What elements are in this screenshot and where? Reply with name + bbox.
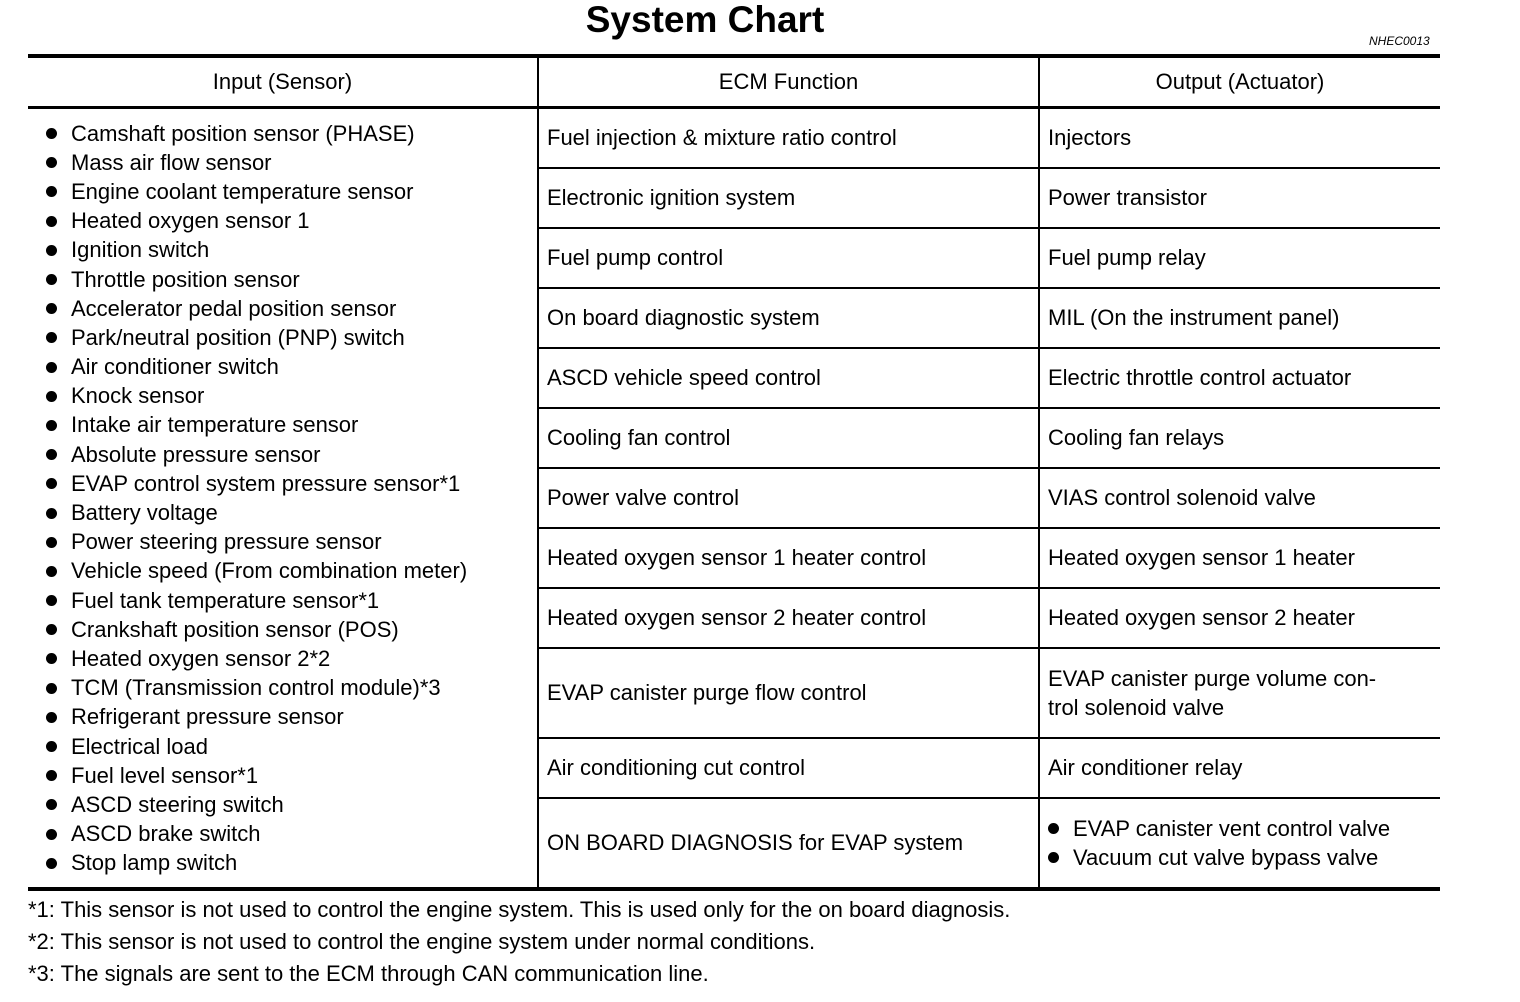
bullet-icon: [1048, 823, 1059, 834]
input-sensor-label: Throttle position sensor: [71, 266, 300, 292]
bullet-icon: [1048, 852, 1059, 863]
output-actuator-cell: [1038, 529, 1440, 587]
table-row: [537, 799, 1440, 887]
list-item: [46, 790, 537, 819]
list-item: [46, 557, 537, 586]
input-sensor-label: Intake air temperature sensor: [71, 412, 359, 438]
table-header-row: [28, 58, 1440, 109]
list-item: [46, 382, 537, 411]
system-chart-table: [28, 54, 1440, 891]
list-item: [46, 674, 537, 703]
table-row: [537, 589, 1440, 649]
ecm-function-cell: ON BOARD DIAGNOSIS for EVAP system: [537, 799, 1038, 887]
page-title: System Chart: [585, 0, 825, 40]
ecm-function-cell: Air conditioning cut control: [537, 739, 1038, 797]
output-actuator-label: Fuel pump relay: [1048, 245, 1206, 270]
bullet-icon: [46, 157, 57, 168]
bullet-icon: [46, 303, 57, 314]
output-actuator-cell: [1038, 469, 1440, 527]
input-sensor-list: [28, 109, 537, 887]
bullet-icon: [46, 653, 57, 664]
input-sensor-label: Fuel level sensor*1: [71, 762, 259, 788]
footnote: *2: This sensor is not used to control the engine system under normal conditions.: [28, 929, 816, 954]
ecm-function-cell: Fuel injection & mixture ratio control: [537, 109, 1038, 167]
bullet-icon: [46, 478, 57, 489]
bullet-icon: [46, 391, 57, 402]
input-sensor-label: Park/neutral position (PNP) switch: [71, 324, 405, 350]
bullet-icon: [46, 128, 57, 139]
output-actuator-label: EVAP canister vent control valve: [1073, 815, 1391, 841]
table-row: [537, 469, 1440, 529]
bullet-icon: [46, 624, 57, 635]
input-sensor-label: Vehicle speed (From combination meter): [71, 558, 468, 584]
bullet-icon: [46, 683, 57, 694]
list-item: [46, 411, 537, 440]
bullet-icon: [46, 829, 57, 840]
bullet-icon: [46, 420, 57, 431]
ecm-function-cell: Fuel pump control: [537, 229, 1038, 287]
input-sensor-label: ASCD brake switch: [71, 821, 261, 847]
input-sensor-label: Power steering pressure sensor: [71, 529, 382, 555]
bullet-icon: [46, 186, 57, 197]
output-actuator-cell: [1038, 109, 1440, 167]
input-sensor-label: Fuel tank temperature sensor*1: [71, 587, 380, 613]
output-actuator-multiline: [1048, 664, 1376, 722]
bullet-icon: [46, 332, 57, 343]
input-sensor-label: Engine coolant temperature sensor: [71, 178, 414, 204]
input-sensor-label: TCM (Transmission control module)*3: [71, 675, 441, 701]
bullet-icon: [46, 712, 57, 723]
table-row: [537, 349, 1440, 409]
output-actuator-cell: [1038, 349, 1440, 407]
bullet-icon: [46, 770, 57, 781]
input-sensor-label: Stop lamp switch: [71, 850, 238, 876]
input-sensor-label: Camshaft position sensor (PHASE): [71, 120, 415, 146]
ecm-function-cell: Power valve control: [537, 469, 1038, 527]
input-sensor-label: Electrical load: [71, 733, 208, 759]
table-row: [537, 739, 1440, 799]
output-actuator-cell: [1038, 739, 1440, 797]
output-actuator-label: Heated oxygen sensor 2 heater: [1048, 605, 1355, 630]
output-actuator-cell: [1038, 799, 1440, 887]
footnote: *1: This sensor is not used to control the engine system. This is used only for the on board diagnosis.: [28, 897, 1011, 922]
table-row: [537, 649, 1440, 739]
output-actuator-label: Air conditioner relay: [1048, 755, 1243, 780]
output-actuator-cell: [1038, 409, 1440, 467]
table-row: [537, 529, 1440, 589]
ecm-function-cell: Cooling fan control: [537, 409, 1038, 467]
footnotes: [28, 896, 1010, 992]
output-actuator-label: Power transistor: [1048, 185, 1207, 210]
list-item: [46, 177, 537, 206]
list-item: [46, 761, 537, 790]
table-row: [537, 289, 1440, 349]
list-item: [46, 236, 537, 265]
ecm-function-cell: Heated oxygen sensor 2 heater control: [537, 589, 1038, 647]
input-sensor-label: Heated oxygen sensor 2*2: [71, 645, 331, 671]
header-function: ECM Function: [537, 58, 1038, 106]
list-item: [46, 732, 537, 761]
input-sensor-label: EVAP control system pressure sensor*1: [71, 470, 461, 496]
input-sensor-label: Refrigerant pressure sensor: [71, 704, 344, 730]
bullet-icon: [46, 799, 57, 810]
output-actuator-label: Heated oxygen sensor 1 heater: [1048, 545, 1355, 570]
list-item: [46, 265, 537, 294]
list-item: [46, 849, 537, 878]
doc-code: NHEC0013: [1369, 34, 1430, 48]
output-actuator-list: [1048, 814, 1390, 872]
output-actuator-cell: [1038, 589, 1440, 647]
input-sensor-label: Battery voltage: [71, 500, 218, 526]
output-actuator-cell: [1038, 649, 1440, 737]
bullet-icon: [46, 216, 57, 227]
input-sensor-label: Knock sensor: [71, 383, 205, 409]
function-output-rows: [537, 109, 1440, 887]
output-actuator-cell: [1038, 169, 1440, 227]
output-actuator-label: Cooling fan relays: [1048, 425, 1225, 450]
bullet-icon: [46, 449, 57, 460]
output-actuator-line: EVAP canister purge volume con-: [1048, 666, 1377, 691]
list-item: [46, 498, 537, 527]
list-item: [46, 615, 537, 644]
input-sensor-label: Crankshaft position sensor (POS): [71, 616, 399, 642]
list-item: [46, 207, 537, 236]
output-actuator-label: Injectors: [1048, 125, 1132, 150]
list-item: [46, 820, 537, 849]
input-sensor-label: Mass air flow sensor: [71, 149, 272, 175]
output-actuator-label: Electric throttle control actuator: [1048, 365, 1352, 390]
input-sensor-label: Heated oxygen sensor 1: [71, 208, 310, 234]
bullet-icon: [46, 858, 57, 869]
output-actuator-cell: [1038, 289, 1440, 347]
list-item: [46, 644, 537, 673]
list-item: [46, 469, 537, 498]
list-item: [1048, 843, 1390, 872]
bullet-icon: [46, 508, 57, 519]
input-sensor-label: Absolute pressure sensor: [71, 441, 321, 467]
bullet-icon: [46, 245, 57, 256]
input-sensor-label: Air conditioner switch: [71, 354, 279, 380]
ecm-function-cell: On board diagnostic system: [537, 289, 1038, 347]
table-row: [537, 229, 1440, 289]
output-actuator-line: trol solenoid valve: [1048, 695, 1225, 720]
bullet-icon: [46, 566, 57, 577]
bullet-icon: [46, 537, 57, 548]
list-item: [46, 294, 537, 323]
bullet-icon: [46, 595, 57, 606]
list-item: [46, 148, 537, 177]
ecm-function-cell: EVAP canister purge flow control: [537, 649, 1038, 737]
list-item: [46, 119, 537, 148]
list-item: [46, 323, 537, 352]
table-row: [537, 109, 1440, 169]
list-item: [46, 703, 537, 732]
table-row: [537, 169, 1440, 229]
output-actuator-label: VIAS control solenoid valve: [1048, 485, 1316, 510]
ecm-function-cell: Heated oxygen sensor 1 heater control: [537, 529, 1038, 587]
footnote: *3: The signals are sent to the ECM through CAN communication line.: [28, 961, 709, 986]
list-item: [46, 353, 537, 382]
bullet-icon: [46, 362, 57, 373]
list-item: [46, 586, 537, 615]
header-input: Input (Sensor): [212, 69, 353, 94]
table-body: [28, 109, 1440, 887]
output-actuator-cell: [1038, 229, 1440, 287]
bullet-icon: [46, 741, 57, 752]
list-item: [46, 440, 537, 469]
list-item: [1048, 814, 1390, 843]
input-sensor-label: Ignition switch: [71, 237, 210, 263]
list-item: [46, 528, 537, 557]
input-sensor-label: ASCD steering switch: [71, 791, 284, 817]
table-row: [537, 409, 1440, 469]
input-sensor-label: Accelerator pedal position sensor: [71, 295, 397, 321]
ecm-function-cell: Electronic ignition system: [537, 169, 1038, 227]
header-output: Output (Actuator): [1038, 58, 1440, 106]
output-actuator-label: MIL (On the instrument panel): [1048, 305, 1340, 330]
bullet-icon: [46, 274, 57, 285]
ecm-function-cell: ASCD vehicle speed control: [537, 349, 1038, 407]
output-actuator-label: Vacuum cut valve bypass valve: [1073, 844, 1379, 870]
